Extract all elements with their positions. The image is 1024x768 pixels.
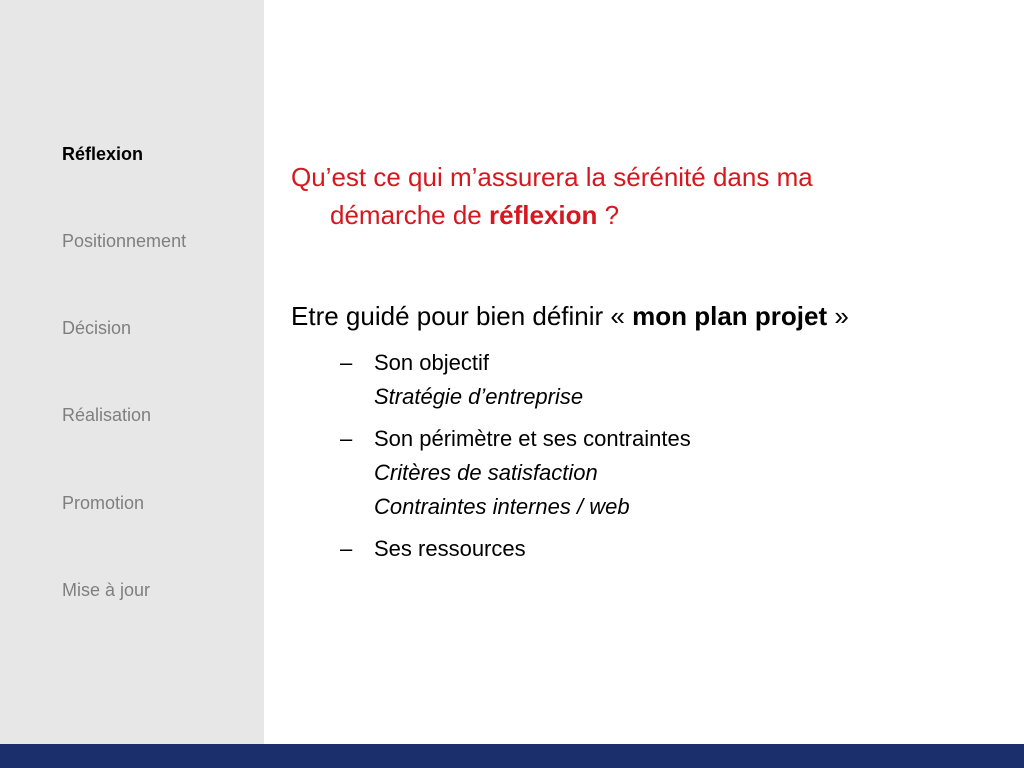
sidebar-item-positionnement[interactable]: Positionnement bbox=[62, 231, 187, 251]
sidebar-item-reflexion[interactable]: Réflexion bbox=[62, 144, 144, 164]
question-line-1: Qu’est ce qui m’assurera la sérénité dans ma bbox=[291, 162, 813, 192]
lead-prefix: Etre guidé pour bien définir « bbox=[291, 301, 633, 331]
question-text: démarche de bbox=[330, 200, 489, 230]
question-line-2 bbox=[291, 196, 951, 234]
bullet-subtext: Critères de satisfaction bbox=[374, 460, 598, 485]
sidebar-item-realisation[interactable]: Réalisation bbox=[62, 405, 152, 425]
bullet-list bbox=[340, 346, 940, 574]
bullet-dash: – bbox=[340, 426, 353, 451]
lead-emphasis: mon plan projet bbox=[632, 301, 828, 331]
bullet-text: Ses ressources bbox=[374, 536, 526, 561]
list-item bbox=[340, 532, 940, 566]
sidebar-item-promotion[interactable]: Promotion bbox=[62, 493, 145, 513]
bullet-subtext: Stratégie d’entreprise bbox=[374, 384, 584, 409]
list-item bbox=[340, 422, 940, 524]
bullet-text: Son périmètre et ses contraintes bbox=[374, 426, 691, 451]
bullet-dash: – bbox=[340, 536, 353, 561]
sidebar-item-mise-a-jour[interactable]: Mise à jour bbox=[62, 580, 151, 600]
list-item bbox=[340, 346, 940, 414]
bullet-text: Son objectif bbox=[374, 350, 489, 375]
question-mark: ? bbox=[597, 200, 620, 230]
bullet-subtext: Contraintes internes / web bbox=[374, 494, 630, 519]
footer-bar bbox=[0, 744, 1024, 768]
lead-suffix: » bbox=[827, 301, 849, 331]
lead-statement bbox=[291, 298, 991, 334]
sidebar-item-decision[interactable]: Décision bbox=[62, 318, 132, 338]
question-heading bbox=[291, 158, 951, 234]
question-emphasis: réflexion bbox=[488, 200, 598, 230]
bullet-dash: – bbox=[340, 350, 353, 375]
sidebar bbox=[0, 0, 264, 744]
